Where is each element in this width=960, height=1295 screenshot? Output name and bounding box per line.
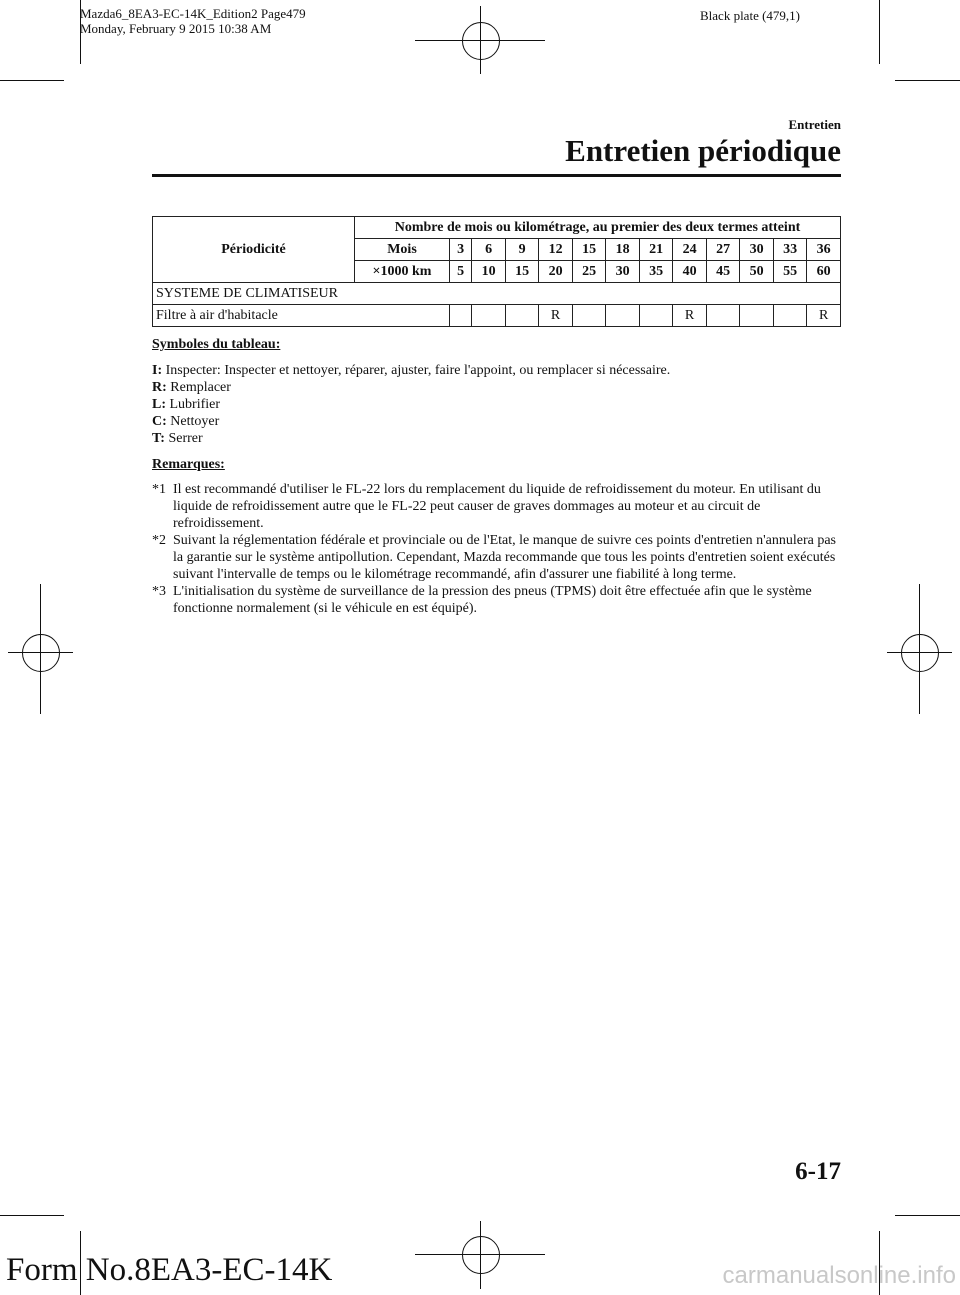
remark-mark: *1 [152, 482, 166, 497]
month-cell: 9 [505, 239, 539, 261]
remark-mark: *2 [152, 533, 166, 548]
item-label: Filtre à air d'habitacle [153, 305, 450, 327]
form-number: Form No.8EA3-EC-14K [6, 1252, 333, 1288]
remark-text: Suivant la réglementation fédérale et provinciale ou de l'Etat, le manque de suivre ces points d'entretien n'annulera pas la garantie sur le système antipollution. Cependant, Mazda recommande que tous les points d'entretien soient exécutés suivant l'intervalle de temps ou le kilométrage recommandé, afin d'assurer une fiabilité à long terme. [173, 533, 836, 582]
print-metadata-date: Monday, February 9 2015 10:38 AM [80, 21, 272, 36]
watermark: carmanualsonline.info [722, 1262, 956, 1289]
item-value-cell [606, 305, 640, 327]
remark-text: L'initialisation du système de surveillance de la pression des pneus (TPMS) doit être effectuée afin que le système fonctionne normalement (si le véhicule en est équipé). [173, 584, 812, 616]
symbol-text: Nettoyer [170, 414, 220, 429]
km-cell: 35 [639, 261, 673, 283]
month-cell: 3 [450, 239, 472, 261]
remark-text: Il est recommandé d'utiliser le FL-22 lors du remplacement du liquide de refroidissement du moteur. En utilisant du liquide de refroidissement autre que le FL-22 peut causer de graves dommages au moteur et au circuit de refroidissement. [173, 482, 821, 531]
item-value-cell [472, 305, 506, 327]
item-value-cell: R [673, 305, 707, 327]
symbol-key: C: [152, 414, 167, 429]
symbols-list [152, 362, 670, 447]
interval-header: Nombre de mois ou kilométrage, au premier des deux termes atteint [355, 217, 841, 239]
symbol-text: Lubrifier [169, 397, 221, 412]
symbol-key: T: [152, 431, 165, 446]
list-item [152, 362, 670, 379]
symbol-key: R: [152, 380, 167, 395]
maintenance-table [152, 216, 841, 327]
km-cell: 40 [673, 261, 707, 283]
page-number: 6-17 [795, 1158, 841, 1185]
month-cell: 15 [572, 239, 606, 261]
print-metadata-file: Mazda6_8EA3-EC-14K_Edition2 Page479 [80, 6, 306, 21]
symbol-key: I: [152, 363, 163, 378]
item-value-cell [773, 305, 807, 327]
print-metadata [80, 6, 306, 36]
title-rule [152, 174, 841, 177]
system-label: SYSTEME DE CLIMATISEUR [153, 283, 841, 305]
item-value-cell: R [807, 305, 841, 327]
km-cell: 55 [773, 261, 807, 283]
item-value-cell [639, 305, 673, 327]
km-cell: 20 [539, 261, 573, 283]
item-value-cell [450, 305, 472, 327]
month-cell: 6 [472, 239, 506, 261]
month-cell: 30 [740, 239, 774, 261]
symbol-text: Serrer [168, 431, 203, 446]
item-value-cell [706, 305, 740, 327]
item-value-cell [572, 305, 606, 327]
km-cell: 15 [505, 261, 539, 283]
month-cell: 21 [639, 239, 673, 261]
months-label: Mois [355, 239, 450, 261]
symbol-text: Remplacer [170, 380, 231, 395]
km-cell: 30 [606, 261, 640, 283]
periodicity-header: Périodicité [153, 217, 355, 283]
km-cell: 60 [807, 261, 841, 283]
list-item [152, 583, 842, 617]
month-cell: 33 [773, 239, 807, 261]
list-item [152, 532, 842, 583]
list-item [152, 379, 670, 396]
km-label: ×1000 km [355, 261, 450, 283]
month-cell: 27 [706, 239, 740, 261]
month-cell: 12 [539, 239, 573, 261]
list-item [152, 413, 670, 430]
item-value-cell: R [539, 305, 573, 327]
list-item [152, 396, 670, 413]
item-value-cell [505, 305, 539, 327]
list-item [152, 481, 842, 532]
month-cell: 36 [807, 239, 841, 261]
list-item [152, 430, 670, 447]
month-cell: 18 [606, 239, 640, 261]
km-cell: 45 [706, 261, 740, 283]
remarks-list [152, 481, 842, 617]
table-row [153, 305, 841, 327]
system-row [153, 283, 841, 305]
symbol-key: L: [152, 397, 166, 412]
symbol-text: Inspecter: Inspecter et nettoyer, réparer, ajuster, faire l'appoint, ou remplacer si nécessaire. [165, 363, 671, 378]
remarks-title: Remarques: [152, 457, 225, 472]
km-cell: 25 [572, 261, 606, 283]
km-cell: 5 [450, 261, 472, 283]
item-value-cell [740, 305, 774, 327]
km-cell: 50 [740, 261, 774, 283]
section-label: Entretien [788, 117, 841, 132]
month-cell: 24 [673, 239, 707, 261]
page-title: Entretien périodique [565, 133, 841, 168]
table-header-row [153, 217, 841, 239]
symbols-title: Symboles du tableau: [152, 337, 281, 352]
km-cell: 10 [472, 261, 506, 283]
plate-label: Black plate (479,1) [700, 8, 800, 23]
remark-mark: *3 [152, 584, 166, 599]
